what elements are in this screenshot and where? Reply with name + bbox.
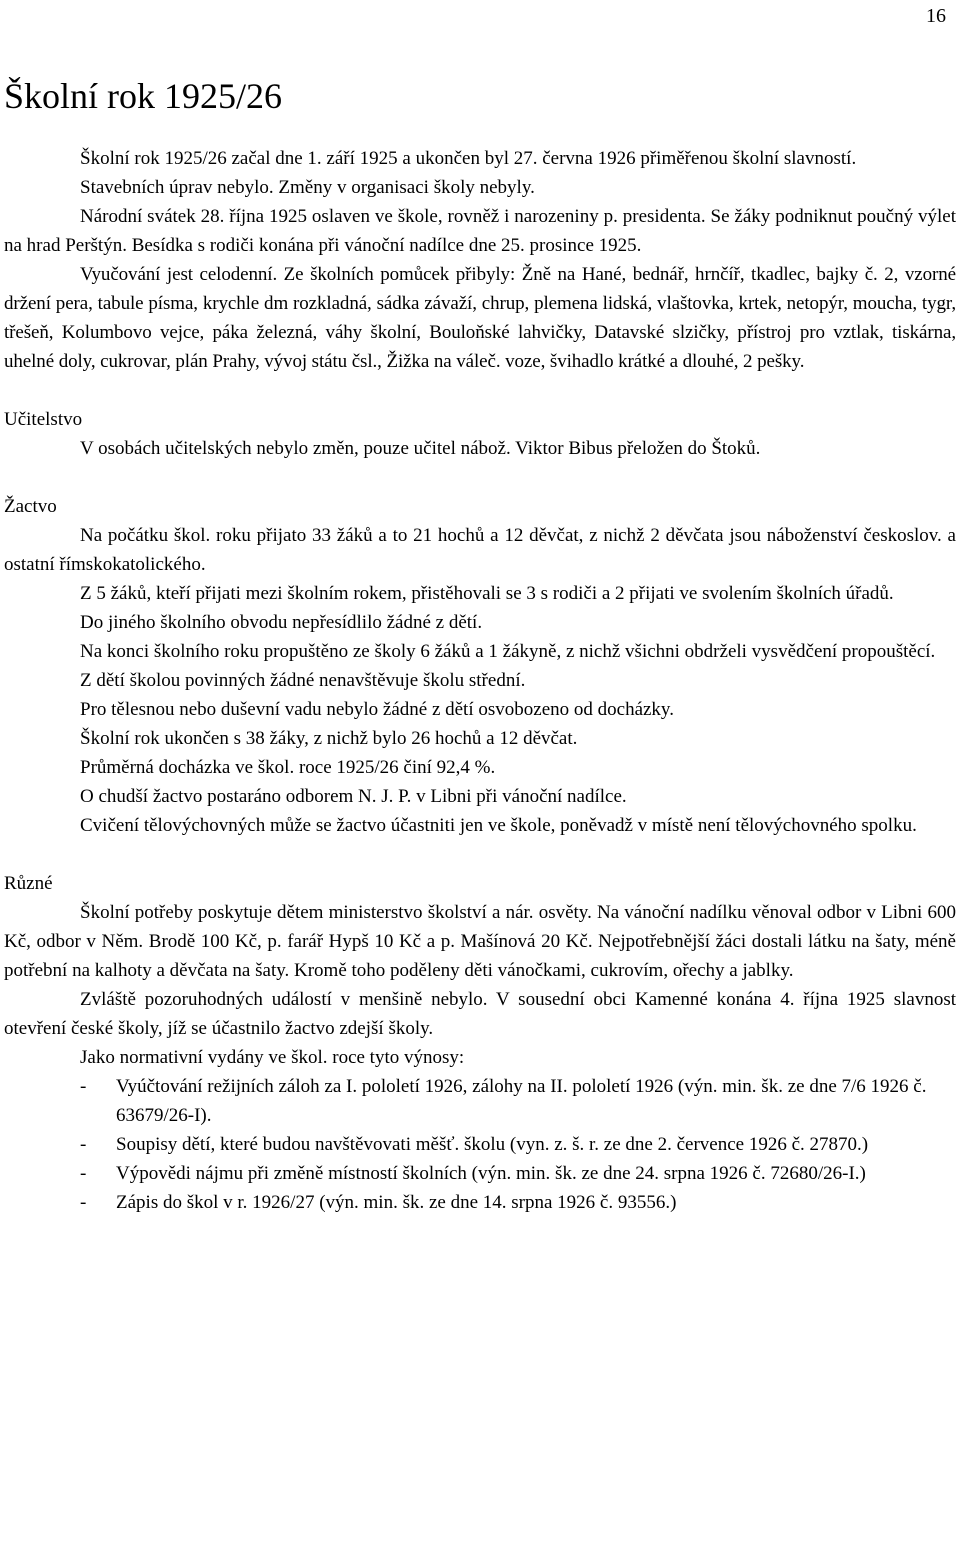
ruzne-paragraph-3: Jako normativní vydány ve škol. roce tyto výnosy:: [80, 1047, 465, 1068]
list-item-text: Zápis do škol v r. 1926/27 (výn. min. šk. ze dne 14. srpna 1926 č. 93556.): [116, 1192, 677, 1213]
section-gap: [4, 840, 956, 869]
list-item: [4, 1188, 956, 1217]
section-gap: [4, 463, 956, 492]
list-item-text: Vyúčtování režijních záloh za I. pololetí 1926, zálohy na II. pololetí 1926 (výn. min. šk. ze dne 7/6 1926 č. 63679/26-I).: [116, 1076, 927, 1126]
section-gap: [4, 376, 956, 405]
page-number: 16: [926, 5, 946, 27]
list-dash: -: [80, 1076, 87, 1097]
intro-paragraph-2: Stavebních úprav nebylo. Změny v organisaci školy nebyly.: [80, 177, 535, 198]
zactvo-paragraph-5: Z dětí školou povinných žádné nenavštěvuje školu střední.: [80, 670, 526, 691]
vynosy-list: [4, 1072, 956, 1217]
list-dash: -: [80, 1134, 87, 1155]
intro-paragraph-3: Národní svátek 28. října 1925 oslaven ve škole, rovněž i narozeniny p. presidenta. Se žáky podniknut poučný výlet na hrad Perštýn. Besídka s rodiči konána při vánoční nadílce dne 25. prosince 1925.: [4, 206, 956, 256]
list-item: [4, 1159, 956, 1188]
zactvo-paragraph-1: Na počátku škol. roku přijato 33 žáků a to 21 hochů a 12 děvčat, z nichž 2 děvčata jsou náboženství českoslov. a ostatní římskokatolického.: [4, 525, 956, 575]
ruzne-paragraph-1: Školní potřeby poskytuje dětem ministerstvo školství a nár. osvěty. Na vánoční nadílku věnoval odbor v Libni 600 Kč, odbor v Něm. Brodě 100 Kč, p. farář Hypš 10 Kč a p. Mašínová 20 Kč. Nejpotřebnější žáci dostali látku na šaty, méně potřební na kalhoty a děvčata na šaty. Kromě toho poděleny děti vánočkami, cukrovím, ořechy a jablky.: [4, 902, 956, 981]
zactvo-paragraph-9: O chudší žactvo postaráno odborem N. J. P. v Libni při vánoční nadílce.: [80, 786, 627, 807]
zactvo-paragraph-4: Na konci školního roku propuštěno ze školy 6 žáků a 1 žákyně, z nichž všichni obdrželi vysvědčení propouštěcí.: [80, 641, 936, 662]
zactvo-paragraph-3: Do jiného školního obvodu nepřesídlilo žádné z dětí.: [80, 612, 483, 633]
zactvo-paragraph-2: Z 5 žáků, kteří přijati mezi školním rokem, přistěhovali se 3 s rodiči a 2 přijati ve svolením školních úřadů.: [80, 583, 894, 604]
ucitelstvo-paragraph-1: V osobách učitelských nebylo změn, pouze učitel nábož. Viktor Bibus přeložen do Štoků.: [80, 438, 761, 459]
section-heading-zactvo: Žactvo: [4, 496, 57, 517]
zactvo-paragraph-10: Cvičení tělovýchovných může se žactvo účastniti jen ve škole, poněvadž v místě není tělovýchovného spolku.: [80, 815, 917, 836]
zactvo-paragraph-6: Pro tělesnou nebo duševní vadu nebylo žádné z dětí osvobozeno od docházky.: [80, 699, 674, 720]
page-title: Školní rok 1925/26: [4, 76, 283, 116]
list-item: [4, 1130, 956, 1159]
list-item-text: Výpovědi nájmu při změně místností školních (výn. min. šk. ze dne 24. srpna 1926 č. 72680/26-I.): [116, 1163, 866, 1184]
document-body: [4, 144, 956, 1217]
list-dash: -: [80, 1163, 87, 1184]
ruzne-paragraph-2: Zvláště pozoruhodných událostí v menšině nebylo. V sousední obci Kamenné konána 4. října 1925 slavnost otevření české školy, jíž se účastnilo žactvo zdejší školy.: [4, 989, 956, 1039]
section-heading-ucitelstvo: Učitelstvo: [4, 409, 83, 430]
zactvo-paragraph-7: Školní rok ukončen s 38 žáky, z nichž bylo 26 hochů a 12 děvčat.: [80, 728, 578, 749]
zactvo-paragraph-8: Průměrná docházka ve škol. roce 1925/26 činí 92,4 %.: [80, 757, 496, 778]
list-item: [4, 1072, 956, 1130]
list-item-text: Soupisy dětí, které budou navštěvovati měšť. školu (vyn. z. š. r. ze dne 2. července 1926 č. 27870.): [116, 1134, 869, 1155]
section-heading-ruzne: Různé: [4, 873, 53, 894]
intro-paragraph-4: Vyučování jest celodenní. Ze školních pomůcek přibyly: Žně na Hané, bednář, hrnčíř, tkadlec, bajky č. 2, vzorné držení pera, tabule písma, krychle dm rozkladná, sádka závaží, chrup, plemena lidská, vlaštovka, krtek, netopýr, moucha, tygr, třešeň, Kolumbovo vejce, páka železná, váhy školní, Bouloňské lahvičky, Datavské slzičky, přístroj pro vztlak, tiskárna, uhelné doly, cukrovar, plán Prahy, vývoj státu čsl., Žižka na váleč. voze, švihadlo krátké a dlouhé, 2 pešky.: [4, 264, 956, 372]
intro-paragraph-1: Školní rok 1925/26 začal dne 1. září 1925 a ukončen byl 27. června 1926 přiměřenou školní slavností.: [80, 148, 857, 169]
list-dash: -: [80, 1192, 87, 1213]
